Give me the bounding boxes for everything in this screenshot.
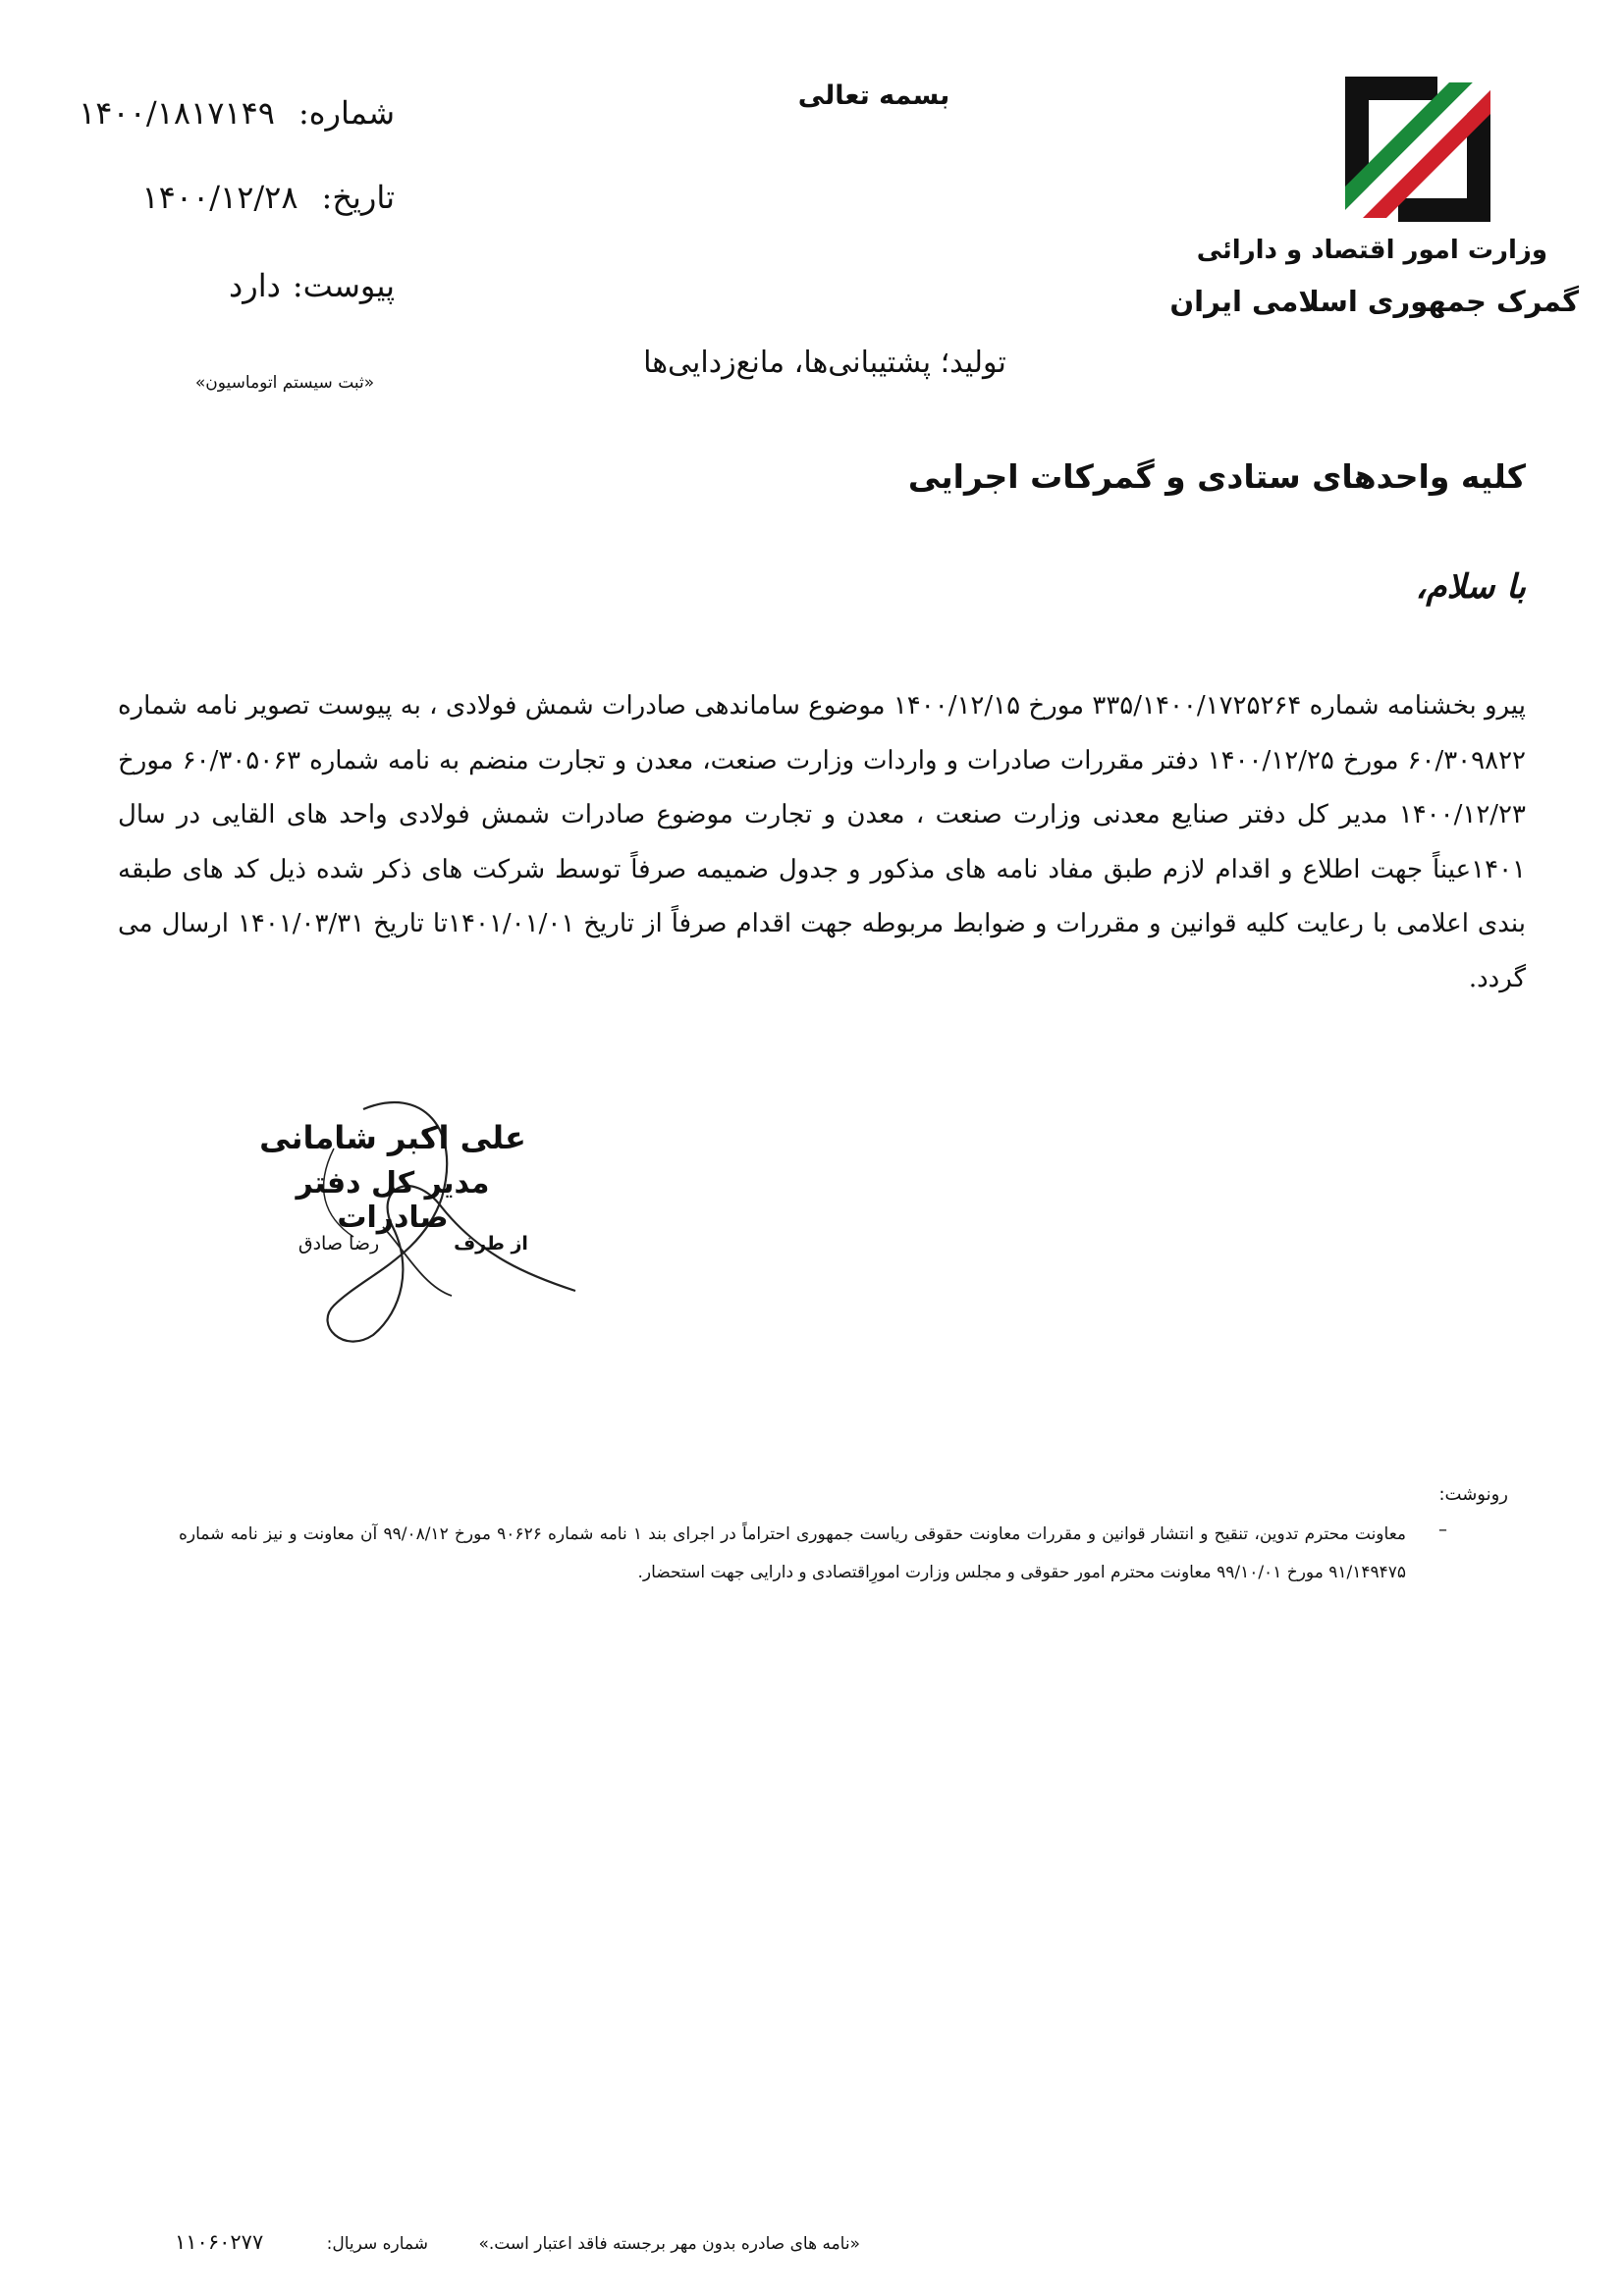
automation-note: «ثبت سیستم اتوماسیون» [194,373,375,393]
serial-number-label: شماره سریال: [326,2234,428,2254]
letter-number [79,94,395,132]
cc-label: رونوشت: [1438,1484,1508,1505]
greeting: با سلام، [1415,567,1526,607]
letter-attachment-label: پیوست: [292,267,395,304]
recipient: کلیه واحدهای ستادی و گمرکات اجرایی [907,457,1526,496]
letter-attachment [229,267,395,304]
serial-number-value: ۱۱۰۶۰۲۷۷ [175,2230,264,2254]
slogan: تولید؛ پشتیبانی‌ها، مانع‌زدایی‌ها [643,346,1006,380]
signer-title: مدیر کل دفتر صادرات [296,1166,490,1235]
letter-date [141,179,395,216]
customs-name: گمرک جمهوری اسلامی ایران [1169,285,1579,318]
letter-number-value: ۱۴۰۰/۱۸۱۷۱۴۹ [79,94,275,132]
bismillah-heading: بسمه تعالی [797,80,950,111]
letter-body: پیرو بخشنامه شماره ۳۳۵/۱۴۰۰/۱۷۲۵۲۶۴ مورخ ۱۴۰۰/۱۲/۱۵ موضوع ساماندهی صادرات شمش فولادی ، به پیوست تصویر نامه شماره ۶۰/۳۰۹۸۲۲ مورخ ۱۴۰۰/۱۲/۲۵ دفتر مقررات صادرات و واردات وزارت صنعت، معدن و تجارت منضم به نامه شماره ۶۰/۳۰۵۰۶۳ مورخ ۱۴۰۰/۱۲/۲۳ مدیر کل دفتر صنایع معدنی وزارت صنعت ، معدن و تجارت موضوع صادرات شمش فولادی واحد های القایی در سال ۱۴۰۱عیناً جهت اطلاع و اقدام لازم طبق مفاد نامه های مذکور و جدول ضمیمه صرفاً توسط شرکت های ذکر شده ذیل کد های طبقه بندی اعلامی با رعایت کلیه قوانین و مقررات و ضوابط مربوطه جهت اقدام صرفاً از تاریخ ۱۴۰۱/۰۱/۰۱تا تاریخ ۱۴۰۱/۰۳/۳۱ ارسال می گردد. [118,691,1526,993]
cc-bullet: – [1438,1520,1447,1540]
letter-date-label: تاریخ: [321,179,395,216]
letter-date-value: ۱۴۰۰/۱۲/۲۸ [141,179,298,216]
deputy-name: رضا صادق [298,1233,380,1255]
letter-number-label: شماره: [298,94,395,132]
ministry-name: وزارت امور اقتصاد و دارائی [1196,236,1547,265]
signer-name: علی اکبر شامانی [259,1119,526,1156]
iran-customs-logo-icon [1339,71,1496,228]
cc-text: معاونت محترم تدوین، تنقیح و انتشار قوانین و مقررات معاونت حقوقی ریاست جمهوری احتراماً در اجرای بند ۱ نامه شماره ۹۰۶۲۶ مورخ ۹۹/۰۸/۱۲ آن معاونت و نیز نامه شماره ۹۱/۱۴۹۴۷۵ مورخ ۹۹/۱۰/۰۱ معاونت محترم امور حقوقی و مجلس وزارت امورِاقتصادی و دارایی جهت استحضار. [179,1524,1406,1582]
on-behalf-label: از طرف [454,1233,528,1255]
letter-attachment-value: دارد [229,267,281,304]
stamp-notice: «نامه های صادره بدون مهر برجسته فاقد اعتبار است.» [478,2234,860,2254]
